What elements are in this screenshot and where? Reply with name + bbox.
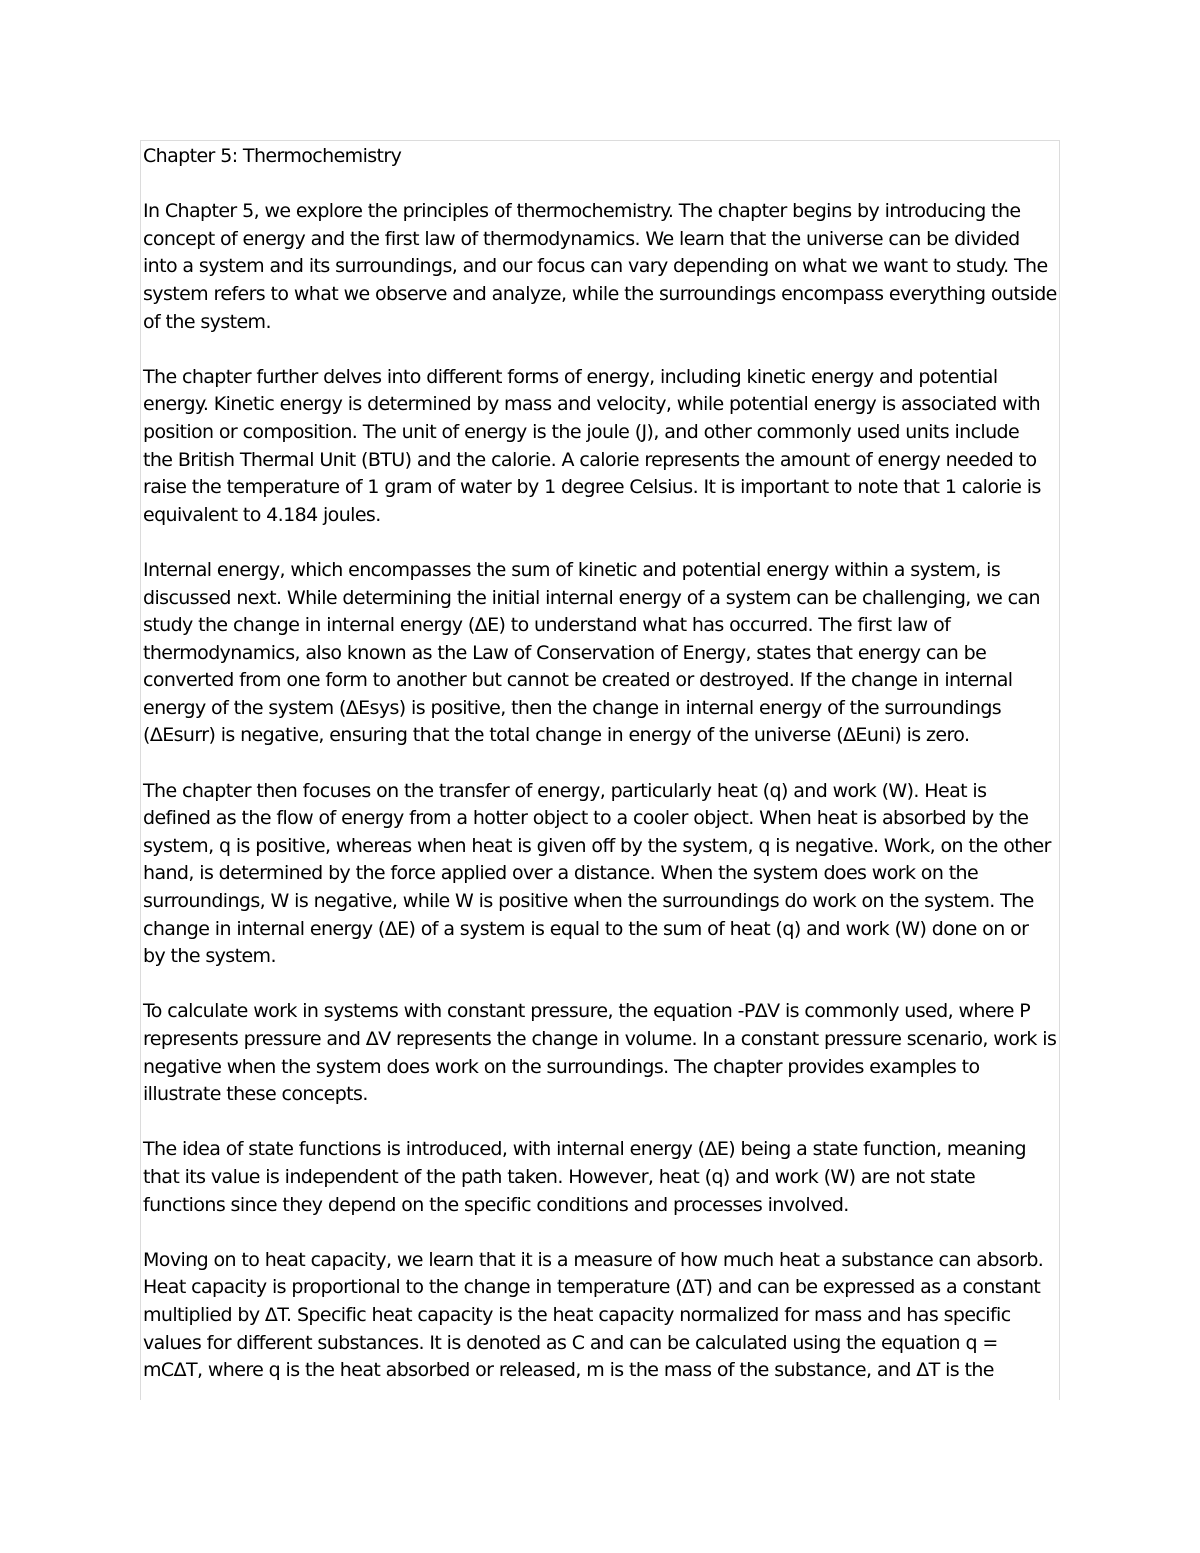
text-line: concept of energy and the first law of thermodynamics. We learn that the universe can be divided [143,227,1020,250]
text-line: discussed next. While determining the initial internal energy of a system can be challenging, we can [143,586,1040,609]
text-line: system, q is positive, whereas when heat is given off by the system, q is negative. Work, on the other [143,834,1051,857]
text-line: Moving on to heat capacity, we learn that it is a measure of how much heat a substance can absorb. [143,1248,1044,1271]
text-line: defined as the flow of energy from a hotter object to a cooler object. When heat is absorbed by the [143,807,1029,830]
text-line: In Chapter 5, we explore the principles of thermochemistry. The chapter begins by introducing the [143,200,1021,223]
text-line: position or composition. The unit of energy is the joule (J), and other commonly used units include [143,420,1020,443]
paragraph [143,1247,1060,1385]
text-line: equivalent to 4.184 joules. [143,503,381,526]
document-title: Chapter 5: Thermochemistry [143,145,402,167]
text-line: raise the temperature of 1 gram of water by 1 degree Celsius. It is important to note that 1 calorie is [143,476,1041,499]
text-line: functions since they depend on the specific conditions and processes involved. [143,1193,849,1216]
text-line: Internal energy, which encompasses the sum of kinetic and potential energy within a system, is [143,558,1001,581]
text-line: that its value is independent of the path taken. However, heat (q) and work (W) are not state [143,1165,976,1188]
paragraph [143,557,1060,750]
text-line: The idea of state functions is introduced, with internal energy (ΔE) being a state function, meaning [143,1138,1026,1161]
text-line: multiplied by ΔT. Specific heat capacity is the heat capacity normalized for mass and has specific [143,1303,1011,1326]
text-line: negative when the system does work on the surroundings. The chapter provides examples to [143,1055,980,1078]
text-line: the British Thermal Unit (BTU) and the calorie. A calorie represents the amount of energy needed to [143,448,1037,471]
text-line: by the system. [143,945,276,968]
paragraph [143,1136,1060,1219]
text-line: To calculate work in systems with constant pressure, the equation -PΔV is commonly used, where P [143,1000,1031,1023]
text-line: thermodynamics, also known as the Law of Conservation of Energy, states that energy can be [143,641,987,664]
text-line: converted from one form to another but cannot be created or destroyed. If the change in internal [143,669,1013,692]
text-line: energy. Kinetic energy is determined by mass and velocity, while potential energy is associated with [143,393,1041,416]
text-frame [140,140,1060,1400]
text-line: energy of the system (ΔEsys) is positive, then the change in internal energy of the surroundings [143,696,1002,719]
document-content [143,143,1060,1400]
text-line: values for different substances. It is denoted as C and can be calculated using the equation q = [143,1331,998,1354]
text-line: The chapter then focuses on the transfer of energy, particularly heat (q) and work (W). Heat is [143,779,987,802]
text-line: illustrate these concepts. [143,1083,368,1106]
text-line: hand, is determined by the force applied over a distance. When the system does work on the [143,862,979,885]
text-line: study the change in internal energy (ΔE) to understand what has occurred. The first law of [143,614,951,637]
text-line: mCΔT, where q is the heat absorbed or released, m is the mass of the substance, and ΔT is the [143,1359,994,1382]
text-line: surroundings, W is negative, while W is positive when the surroundings do work on the system. The [143,890,1034,913]
text-line: system refers to what we observe and analyze, while the surroundings encompass everything outside [143,282,1057,305]
paragraph [143,364,1060,530]
text-line: change in internal energy (ΔE) of a system is equal to the sum of heat (q) and work (W) done on or [143,917,1029,940]
text-line: (ΔEsurr) is negative, ensuring that the total change in energy of the universe (ΔEuni) is zero. [143,724,970,747]
text-line: Heat capacity is proportional to the change in temperature (ΔT) and can be expressed as a constant [143,1276,1041,1299]
paragraph [143,198,1060,336]
text-line: of the system. [143,310,271,333]
paragraph [143,778,1060,971]
text-line: The chapter further delves into different forms of energy, including kinetic energy and potential [143,365,998,388]
paragraph [143,998,1060,1108]
text-line: represents pressure and ΔV represents the change in volume. In a constant pressure scenario, work is [143,1028,1057,1050]
text-line: into a system and its surroundings, and our focus can vary depending on what we want to study. The [143,255,1048,278]
